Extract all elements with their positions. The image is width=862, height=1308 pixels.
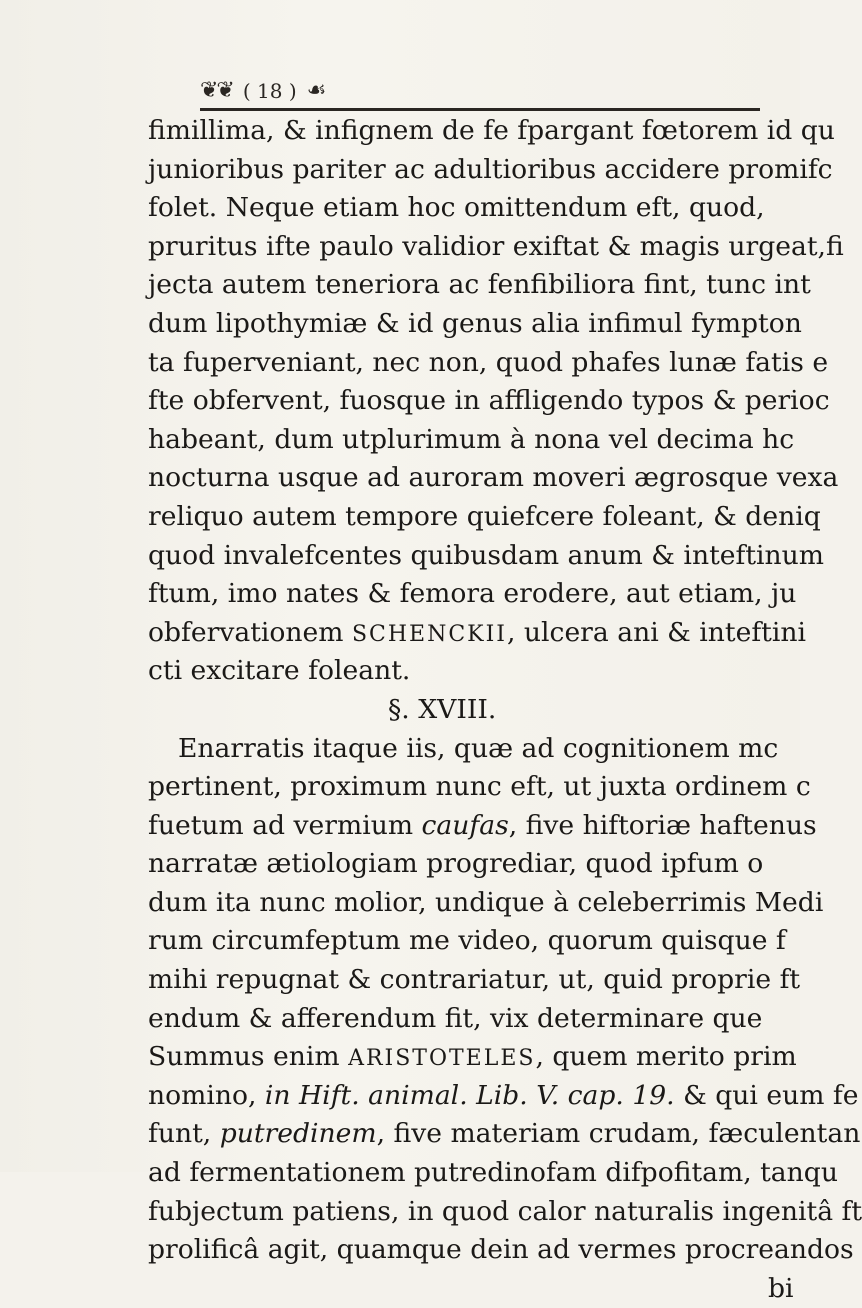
text-line xyxy=(148,1231,854,1270)
text-line xyxy=(148,1193,862,1232)
text-segment: fimillima, & infignem de fe fpargant fœtorem id qu xyxy=(148,115,835,146)
text-segment: in Hift. animal. Lib. V. cap. 19. xyxy=(264,1079,675,1111)
text-segment: ta fuperveniant, nec non, quod phafes lunæ fatis e xyxy=(148,346,829,378)
text-line xyxy=(148,614,808,653)
text-line xyxy=(148,228,844,267)
text-segment: prolificâ agit, quamque dein ad vermes procreandos xyxy=(148,1234,854,1266)
text-segment: dum ita nunc molior, undique à celeberrimis Medi xyxy=(148,886,824,918)
text-segment: , five materiam crudam, fæculentan xyxy=(376,1118,861,1150)
text-line xyxy=(148,922,808,961)
text-line xyxy=(148,305,808,344)
text-segment: funt, xyxy=(148,1118,220,1150)
page-number: ( 18 ) xyxy=(242,78,297,103)
text-segment: folet. Neque etiam hoc omittendum eft, quod, xyxy=(148,192,765,224)
text-segment: & qui eum fe xyxy=(674,1079,859,1111)
text-line xyxy=(148,112,835,151)
text-line xyxy=(148,421,808,460)
ornament-left-icon: ❦❦ xyxy=(200,78,233,103)
text-segment: putredinem xyxy=(219,1118,377,1150)
text-line xyxy=(148,1077,859,1116)
text-line xyxy=(148,189,808,228)
text-segment: SCHENCKII xyxy=(351,621,508,647)
text-segment: bi xyxy=(768,1272,794,1304)
text-segment: ad fermentationem putredinofam difpofitam, tanqu xyxy=(148,1157,838,1189)
text-segment: pertinent, proximum nunc eft, ut juxta ordinem c xyxy=(148,771,811,803)
text-segment: habeant, dum utplurimum à nona vel decima hc xyxy=(148,423,795,455)
text-segment: fubjectum patiens, in quod calor naturalis ingenitâ ft xyxy=(148,1195,862,1227)
page-header xyxy=(200,78,680,103)
text-segment: pruritus ifte paulo validior exiftat & magis urgeat,fi xyxy=(148,230,844,262)
text-line xyxy=(148,807,817,846)
header-rule xyxy=(200,108,760,111)
text-line xyxy=(148,1038,808,1077)
text-line xyxy=(148,266,811,305)
text-line xyxy=(148,498,821,537)
text-line xyxy=(148,459,839,498)
text-segment: reliquo autem tempore quiefcere foleant, & deniq xyxy=(148,500,821,532)
text-segment: fte obfervent, fuosque in affligendo typos & perioc xyxy=(148,385,830,417)
text-segment: , five hiftoriæ haftenus xyxy=(508,809,817,841)
text-segment: nocturna usque ad auroram moveri ægrosque vexa xyxy=(148,462,839,494)
text-segment: dum lipothymiæ & id genus alia infimul fympton xyxy=(148,307,802,339)
text-line xyxy=(148,575,808,614)
text-segment: quod invalefcentes quibusdam anum & inteftinum xyxy=(148,539,824,571)
text-line xyxy=(148,730,808,769)
text-segment: ftum, imo nates & femora erodere, aut etiam, ju xyxy=(148,578,797,610)
text-segment: ARISTOTELES xyxy=(348,1046,536,1072)
text-segment: obfervationem xyxy=(148,616,352,648)
text-line xyxy=(148,845,808,884)
text-line xyxy=(148,1270,808,1308)
text-segment: rum circumfeptum me video, quorum quisque f xyxy=(148,925,786,957)
text-line xyxy=(148,1154,838,1193)
text-line xyxy=(148,768,811,807)
text-segment: caufas xyxy=(421,809,509,841)
text-segment: narratæ ætiologiam progrediar, quod ipfum o xyxy=(148,848,764,880)
text-segment: , quem merito prim xyxy=(535,1041,797,1073)
text-line xyxy=(148,344,829,383)
text-segment: mihi repugnat & contrariatur, ut, quid proprie ft xyxy=(148,964,801,996)
text-segment: Summus enim xyxy=(148,1041,349,1073)
text-line xyxy=(148,537,824,576)
text-line xyxy=(148,691,808,730)
text-line xyxy=(148,884,824,923)
text-segment: junioribus pariter ac adultioribus accidere promifc xyxy=(148,153,833,185)
text-segment: §. XVIII. xyxy=(388,693,497,725)
text-segment: endum & afferendum fit, vix determinare que xyxy=(148,1002,763,1034)
text-segment: cti excitare foleant. xyxy=(148,655,411,687)
body-text xyxy=(148,112,862,1308)
text-segment: fuetum ad vermium xyxy=(148,809,422,841)
text-line xyxy=(148,1115,861,1154)
text-line xyxy=(148,961,808,1000)
text-line xyxy=(148,151,833,190)
ornament-right-icon: ☙ xyxy=(306,78,325,103)
text-line xyxy=(148,382,830,421)
text-line xyxy=(148,1000,808,1039)
text-line xyxy=(148,652,808,691)
text-segment: nomino, xyxy=(148,1079,265,1111)
text-segment: Enarratis itaque iis, quæ ad cognitionem mc xyxy=(178,732,779,764)
text-segment: , ulcera ani & inteftini xyxy=(507,616,807,648)
text-segment: jecta autem teneriora ac fenfibiliora fint, tunc int xyxy=(148,269,811,301)
